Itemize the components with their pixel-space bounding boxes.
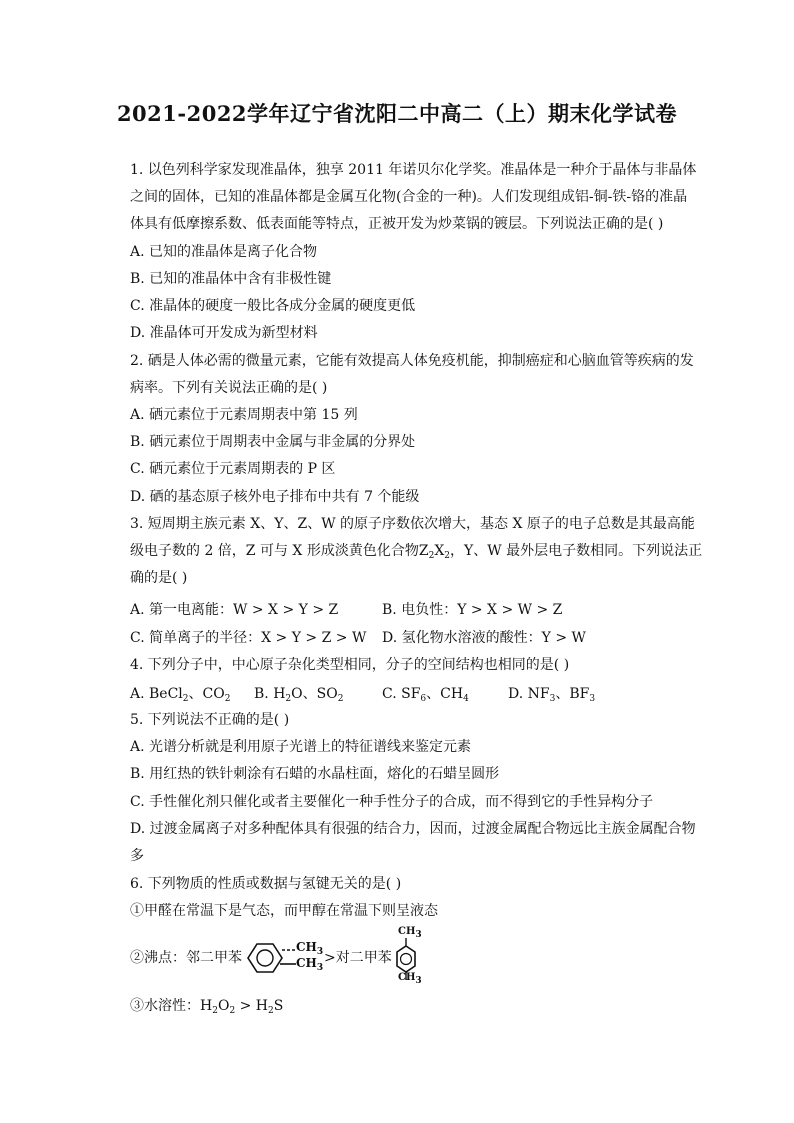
- methyl-label: [296, 940, 324, 957]
- q3-stem-text: 级电子数的 2 倍，Z 可与 X 形成淡黄色化合物Z: [130, 543, 429, 559]
- q1-stem-line3: 体具有低摩擦系数、低表面能等特点，正被开发为炒菜锅的镀层。下列说法正确的是( ): [130, 216, 664, 232]
- q5-option-a: A. 光谱分析就是利用原子光谱上的特征谱线来鉴定元素: [130, 739, 472, 755]
- formula-part: 、BF: [555, 686, 590, 702]
- methyl-label: [398, 926, 422, 938]
- formula-part: CH: [296, 956, 317, 970]
- q3-stem-line3: 确的是( ): [130, 570, 188, 586]
- formula-part: CH: [398, 926, 416, 937]
- subscript: 3: [316, 947, 324, 957]
- q4-option-a: [130, 684, 230, 704]
- formula-part: CH: [398, 972, 416, 983]
- q2-option-c: C. 硒元素位于元素周期表的 P 区: [130, 461, 336, 477]
- formula-part: ③水溶性：H: [130, 998, 213, 1014]
- q6-item-3: [130, 996, 283, 1016]
- q3-option-c: C. 简单离子的半径：X > Y > Z > W: [130, 630, 367, 646]
- subscript: 4: [463, 694, 469, 704]
- formula-part: 、CO: [188, 686, 225, 702]
- formula-part: 、CH: [426, 686, 464, 702]
- formula-part: C. SF: [382, 686, 421, 702]
- subscript: 2: [285, 694, 292, 704]
- q6-item-2-text-b: >对二甲苯: [324, 950, 392, 966]
- q6-stem: 6. 下列物质的性质或数据与氢键无关的是( ): [130, 876, 402, 892]
- q2-stem-line2: 病率。下列有关说法正确的是( ): [130, 380, 328, 396]
- q2-option-d: D. 硒的基态原子核外电子排布中共有 7 个能级: [130, 489, 420, 505]
- formula-part: > H: [235, 998, 269, 1014]
- q6-item-2-text-a: ②沸点：邻二甲苯: [130, 950, 242, 966]
- subscript: 3: [415, 930, 422, 940]
- methyl-label: [296, 956, 324, 973]
- q4-stem: 4. 下列分子中，中心原子杂化类型相同，分子的空间结构也相同的是( ): [130, 657, 570, 673]
- q5-stem: 5. 下列说法不正确的是( ): [130, 712, 290, 728]
- q3-option-d: D. 氢化物水溶液的酸性：Y > W: [382, 630, 586, 646]
- subscript: 2: [444, 551, 451, 561]
- q3-stem-line2: [130, 541, 702, 561]
- q6-item-1: ①甲醛在常温下是气态，而甲醇在常温下则呈液态: [130, 903, 438, 919]
- q1-option-b: B. 已知的准晶体中含有非极性键: [130, 271, 332, 287]
- subscript: 2: [268, 1006, 274, 1016]
- q1-option-a: A. 已知的准晶体是离子化合物: [130, 244, 318, 260]
- formula-part: S: [273, 998, 284, 1014]
- subscript: 2: [428, 551, 435, 561]
- q1-stem-line1: 1. 以色列科学家发现准晶体，独享 2011 年诺贝尔化学奖。准晶体是一种介于晶体与非晶体: [130, 162, 697, 178]
- subscript: 3: [316, 963, 324, 973]
- q1-option-c: C. 准晶体的硬度一般比各成分金属的硬度更低: [130, 298, 416, 314]
- formula-part: D. NF: [508, 686, 550, 702]
- formula-part: O: [217, 998, 230, 1014]
- methyl-label: [398, 972, 422, 984]
- q1-stem-line2: 之间的固体，已知的准晶体都是金属互化物(合金的一种)。人们发现组成铝-铜-铁-铬的准晶: [130, 189, 688, 205]
- formula-part: A. BeCl: [130, 686, 183, 702]
- formula-part: B. H: [254, 686, 286, 702]
- subscript: 2: [229, 1006, 236, 1016]
- q2-stem-line1: 2. 硒是人体必需的微量元素，它能有效提高人体免疫机能，抑制癌症和心脑血管等疾病的发: [130, 353, 694, 369]
- q3-stem-text: ，Y、W 最外层电子数相同。下列说法正: [450, 543, 703, 559]
- formula-part: CH: [296, 940, 317, 954]
- page-title: 2021-2022学年辽宁省沈阳二中高二（上）期末化学试卷: [116, 101, 678, 126]
- formula-part: O、SO: [291, 686, 338, 702]
- q5-option-d-line1: D. 过渡金属离子对多种配体具有很强的结合力，因而，过渡金属配合物远比主族金属配合物: [130, 821, 696, 837]
- subscript: 3: [549, 694, 556, 704]
- q4-option-b: [254, 684, 343, 704]
- q3-option-a: A. 第一电离能：W > X > Y > Z: [130, 602, 339, 618]
- q1-option-d: D. 准晶体可开发成为新型材料: [130, 325, 318, 341]
- subscript: 3: [415, 976, 422, 986]
- subscript: 3: [589, 694, 596, 704]
- q3-option-b: B. 电负性：Y > X > W > Z: [382, 602, 563, 618]
- q4-option-d: [508, 684, 595, 704]
- q5-option-d-line2: 多: [130, 848, 144, 864]
- q2-option-b: B. 硒元素位于周期表中金属与非金属的分界处: [130, 434, 416, 450]
- q4-option-c: [382, 684, 469, 704]
- subscript: 6: [420, 694, 427, 704]
- subscript: 2: [182, 694, 189, 704]
- formula-part: X: [434, 543, 445, 559]
- subscript: 2: [337, 694, 344, 704]
- subscript: 2: [224, 694, 231, 704]
- q5-option-c: C. 手性催化剂只催化或者主要催化一种手性分子的合成，而不得到它的手性异构分子: [130, 794, 654, 810]
- q2-option-a: A. 硒元素位于元素周期表中第 15 列: [130, 407, 358, 423]
- subscript: 2: [212, 1006, 218, 1016]
- q5-option-b: B. 用红热的铁针刺涂有石蜡的水晶柱面，熔化的石蜡呈圆形: [130, 766, 500, 782]
- q3-stem-line1: 3. 短周期主族元素 X、Y、Z、W 的原子序数依次增大，基态 X 原子的电子总数是其最高能: [130, 516, 695, 532]
